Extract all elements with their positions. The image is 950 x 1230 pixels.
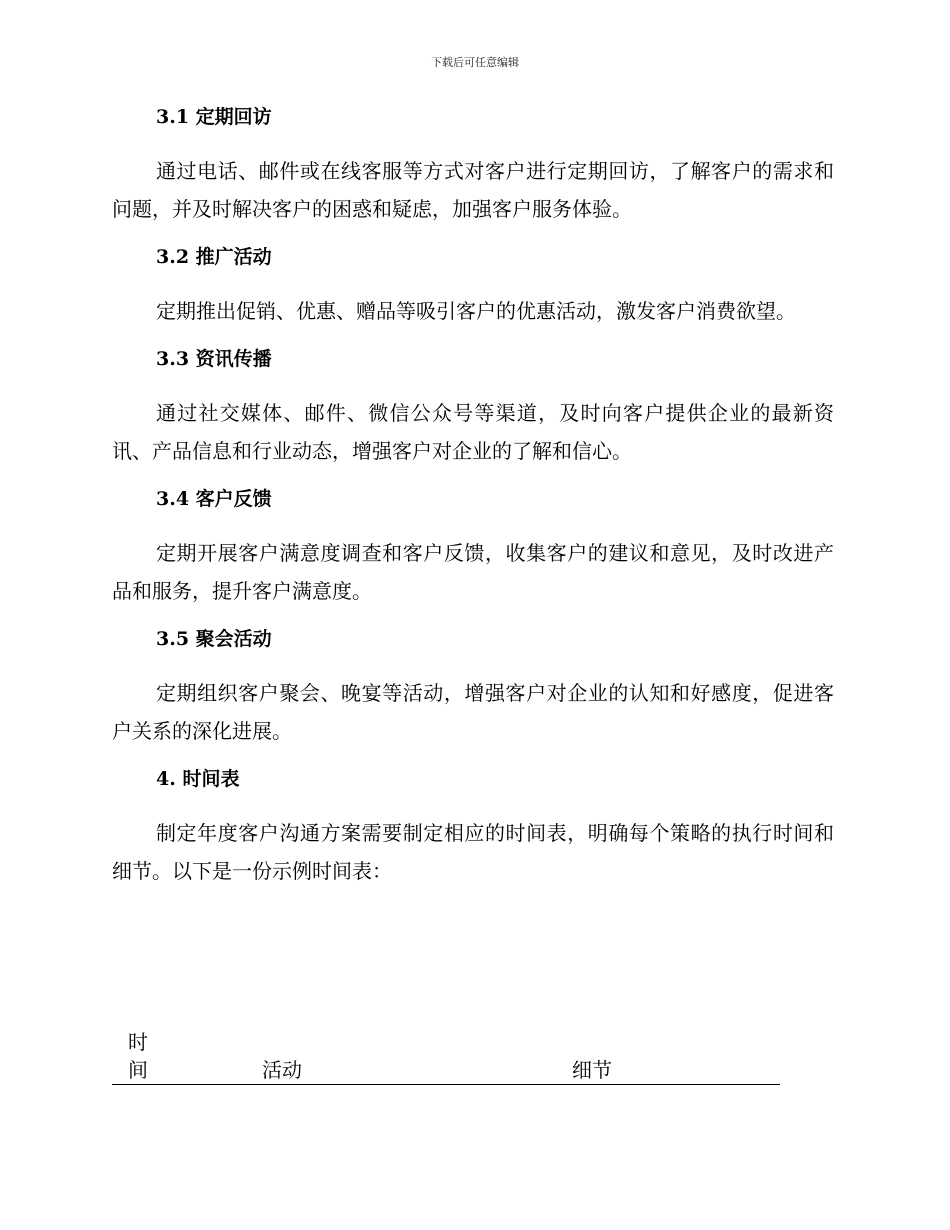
column-header-detail: 细节 xyxy=(572,1058,612,1082)
document-body xyxy=(112,104,834,906)
section-heading: 3.1 定期回访 xyxy=(156,106,272,128)
column-header-time: 时间 xyxy=(128,1030,148,1082)
schedule-table xyxy=(112,1028,780,1085)
section-3-4 xyxy=(112,486,834,610)
section-paragraph: 定期组织客户聚会、晚宴等活动，增强客户对企业的认知和好感度，促进客户关系的深化进展。 xyxy=(112,681,834,743)
section-heading: 3.2 推广活动 xyxy=(156,246,272,268)
section-heading: 3.4 客户反馈 xyxy=(156,488,272,510)
section-3-3 xyxy=(112,346,834,470)
section-3-2 xyxy=(112,244,834,330)
section-paragraph: 定期开展客户满意度调查和客户反馈，收集客户的建议和意见，及时改进产品和服务，提升客户满意度。 xyxy=(112,541,834,603)
page-watermark: 下载后可任意编辑 xyxy=(431,56,519,69)
section-3-5 xyxy=(112,626,834,750)
section-heading: 3.3 资讯传播 xyxy=(156,348,272,370)
section-4 xyxy=(112,766,834,890)
section-paragraph: 通过社交媒体、邮件、微信公众号等渠道，及时向客户提供企业的最新资讯、产品信息和行业动态，增强客户对企业的了解和信心。 xyxy=(112,401,834,463)
column-header-activity: 活动 xyxy=(262,1058,302,1082)
section-3-1 xyxy=(112,104,834,228)
section-paragraph: 制定年度客户沟通方案需要制定相应的时间表，明确每个策略的执行时间和细节。以下是一份示例时间表： xyxy=(112,821,834,883)
section-paragraph: 通过电话、邮件或在线客服等方式对客户进行定期回访，了解客户的需求和问题，并及时解决客户的困惑和疑虑，加强客户服务体验。 xyxy=(112,159,834,221)
section-heading: 4. 时间表 xyxy=(156,768,240,790)
section-paragraph: 定期推出促销、优惠、赠品等吸引客户的优惠活动，激发客户消费欲望。 xyxy=(156,299,796,323)
section-heading: 3.5 聚会活动 xyxy=(156,628,272,650)
table-header-row xyxy=(112,1028,780,1080)
